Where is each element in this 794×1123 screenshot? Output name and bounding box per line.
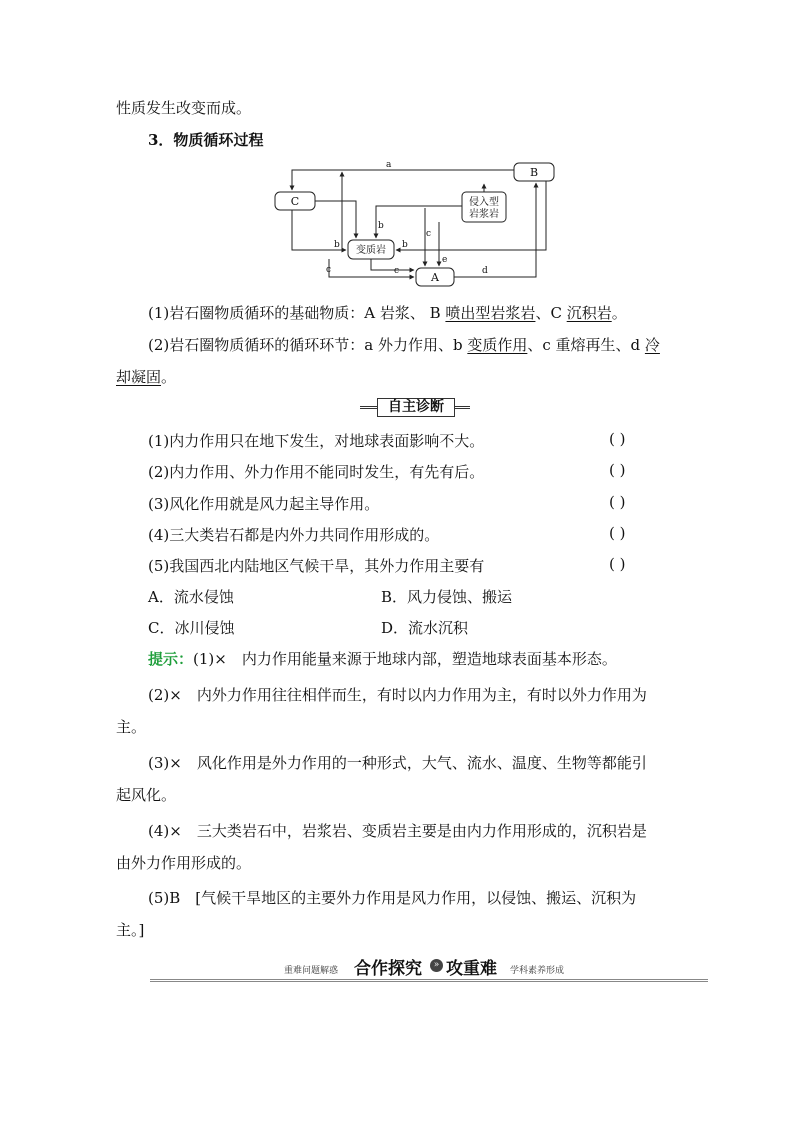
rock-cycle-diagram <box>268 158 568 288</box>
question-1: (1)岩石圈物质循环的基础物质：A 岩浆、 B 喷出型岩浆岩、C 沉积岩。 <box>148 304 627 322</box>
answer-blank-3[interactable]: ( ) <box>609 493 626 511</box>
edge-label-c-left: c <box>326 265 332 275</box>
diagnosis-item-3: (3)风化作用就是风力起主导作用。 <box>148 495 380 513</box>
footer-main-right: 攻重难 <box>446 959 497 979</box>
option-a: A．流水侵蚀 <box>148 588 234 606</box>
edge-label-c-bottom: c <box>394 266 400 276</box>
footer-rule <box>150 979 708 982</box>
hint-label: 提示： <box>148 650 194 668</box>
answer-d-part2: 却凝固 <box>116 368 162 386</box>
hint-4-line1: (4)× 三大类岩石中，岩浆岩、变质岩主要是由内力作用形成的，沉积岩是 <box>148 822 647 840</box>
edge-label-b-right: b <box>402 240 408 250</box>
answer-blank-5[interactable]: ( ) <box>609 555 626 573</box>
answer-blank-1[interactable]: ( ) <box>609 430 626 448</box>
section-title: 3．物质循环过程 <box>148 131 264 149</box>
box-a-label: A <box>431 271 439 284</box>
answer-c: 沉积岩 <box>566 304 612 322</box>
double-arrow-icon: » <box>430 959 443 972</box>
diagnosis-item-4: (4)三大类岩石都是内外力共同作用形成的。 <box>148 526 440 544</box>
question-2: (2)岩石圈物质循环的循环环节：a 外力作用、b 变质作用、c 重熔再生、d 冷 <box>148 336 660 354</box>
hint-3-line1: (3)× 风化作用是外力作用的一种形式，大气、流水、温度、生物等都能引 <box>148 754 647 772</box>
box-metamorphic-label: 变质岩 <box>356 245 386 256</box>
answer-d-part1: 冷 <box>644 336 660 354</box>
hint-4-line2: 由外力作用形成的。 <box>116 854 252 872</box>
box-b-label: B <box>529 166 539 179</box>
footer-main-left: 合作探究 <box>354 959 422 979</box>
section-footer-banner <box>150 954 708 984</box>
question-2-cont: 却凝固。 <box>116 368 177 386</box>
edge-label-b-left: b <box>334 240 340 250</box>
edge-label-a: a <box>386 160 392 170</box>
hint-3-line2: 起风化。 <box>116 786 177 804</box>
box-intrusive-label-1: 侵入型 <box>469 197 499 208</box>
hint-2-line2: 主。 <box>116 718 147 736</box>
intro-line: 性质发生改变而成。 <box>116 99 252 117</box>
edge-label-c-top: c <box>426 229 432 239</box>
box-intrusive-label-2: 岩浆岩 <box>469 209 499 220</box>
hint-2-line1: (2)× 内外力作用往往相伴而生，有时以内力作用为主，有时以外力作用为 <box>148 686 647 704</box>
answer-b2: 变质作用 <box>467 336 528 354</box>
diagnosis-item-1: (1)内力作用只在地下发生，对地球表面影响不大。 <box>148 432 485 450</box>
footer-left-caption: 重难问题解惑 <box>284 966 339 976</box>
diagnosis-item-2: (2)内力作用、外力作用不能同时发生，有先有后。 <box>148 463 485 481</box>
edge-label-d: d <box>482 266 488 276</box>
diagnosis-item-5: (5)我国西北内陆地区气候干旱，其外力作用主要有 <box>148 557 485 575</box>
hint-1: 提示：(1)× 内力作用能量来源于地球内部，塑造地球表面基本形态。 <box>148 650 617 668</box>
option-b: B．风力侵蚀、搬运 <box>381 588 513 606</box>
option-d: D．流水沉积 <box>381 619 469 637</box>
answer-blank-4[interactable]: ( ) <box>609 524 626 542</box>
footer-right-caption: 学科素养形成 <box>510 966 565 976</box>
answer-b: 喷出型岩浆岩 <box>445 304 536 322</box>
edge-label-e: e <box>442 255 448 265</box>
hint-5-line1: (5)B [气候干旱地区的主要外力作用是风力作用，以侵蚀、搬运、沉积为 <box>148 889 637 907</box>
hint-5-line2: 主。] <box>116 921 145 939</box>
self-diagnosis-banner <box>360 397 470 417</box>
box-c-label: C <box>290 195 300 208</box>
answer-blank-2[interactable]: ( ) <box>609 461 626 479</box>
option-c: C．冰川侵蚀 <box>148 619 235 637</box>
edge-label-b-mid: b <box>378 221 384 231</box>
self-diagnosis-title: 自主诊断 <box>377 398 455 417</box>
